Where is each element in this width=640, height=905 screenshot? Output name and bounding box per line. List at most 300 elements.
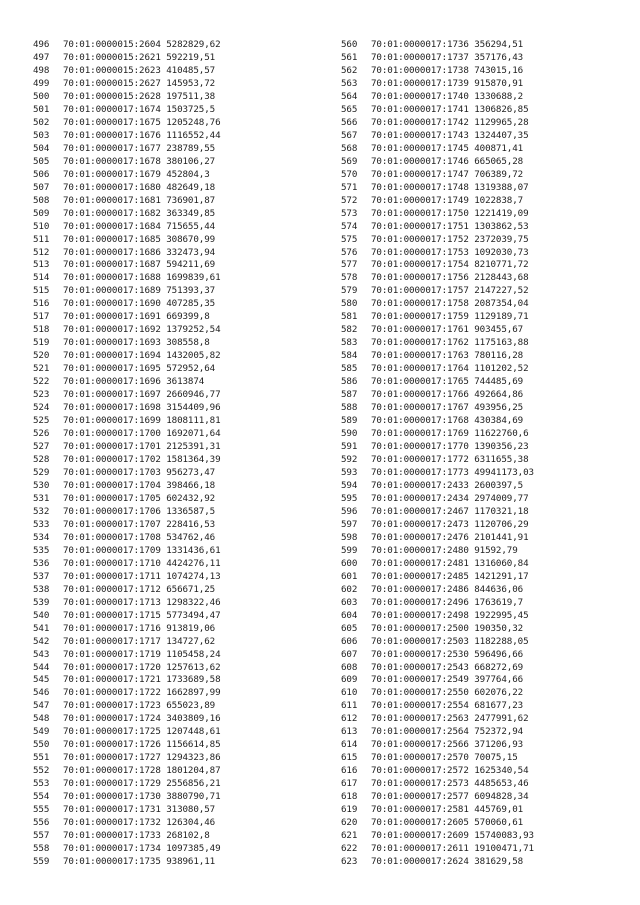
table-row <box>33 104 221 117</box>
row-number: 536 <box>33 557 50 569</box>
table-row <box>33 778 221 791</box>
cadastral-number: 70:01:0000017:2554 <box>371 700 469 712</box>
cadastral-number: 70:01:0000017:1757 <box>371 285 469 297</box>
cadastral-number: 70:01:0000017:1747 <box>371 168 469 180</box>
value-amount: 2556856,21 <box>166 778 221 790</box>
cadastral-number: 70:01:0000017:2486 <box>371 583 469 595</box>
cadastral-number: 70:01:0000017:2473 <box>371 518 469 530</box>
value-amount: 1170321,18 <box>474 505 529 517</box>
value-amount: 1330688,2 <box>474 90 524 102</box>
row-number: 623 <box>341 856 358 868</box>
value-amount: 1319388,07 <box>474 181 529 193</box>
cadastral-number: 70:01:0000017:1676 <box>63 129 161 141</box>
table-row <box>341 195 534 208</box>
row-number: 606 <box>341 635 358 647</box>
row-number: 523 <box>33 389 50 401</box>
value-amount: 493956,25 <box>474 402 524 414</box>
table-row <box>341 169 534 182</box>
table-row <box>341 298 534 311</box>
cadastral-number: 70:01:0000017:1698 <box>63 402 161 414</box>
row-number: 602 <box>341 583 358 595</box>
row-number: 579 <box>341 285 358 297</box>
table-row <box>33 337 221 350</box>
cadastral-number: 70:01:0000017:2550 <box>371 687 469 699</box>
cadastral-number: 70:01:0000017:1765 <box>371 376 469 388</box>
cadastral-number: 70:01:0000015:2604 <box>63 39 161 50</box>
value-amount: 49941173,03 <box>474 466 534 478</box>
row-number: 564 <box>341 90 358 102</box>
cadastral-number: 70:01:0000017:2572 <box>371 765 469 777</box>
table-row <box>341 713 534 726</box>
table-row <box>341 259 534 272</box>
cadastral-number: 70:01:0000017:2605 <box>371 817 469 829</box>
value-amount: 1316060,84 <box>474 557 529 569</box>
table-row <box>341 610 534 623</box>
value-amount: 445769,01 <box>474 804 524 816</box>
left-column <box>33 39 221 869</box>
row-number: 503 <box>33 129 50 141</box>
value-amount: 5773494,47 <box>166 609 221 621</box>
cadastral-number: 70:01:0000017:1753 <box>371 246 469 258</box>
cadastral-number: 70:01:0000017:2566 <box>371 739 469 751</box>
cadastral-number: 70:01:0000015:2623 <box>63 64 161 76</box>
value-amount: 1156614,85 <box>166 739 221 751</box>
value-amount: 2147227,52 <box>474 285 529 297</box>
row-number: 535 <box>33 544 50 556</box>
row-number: 548 <box>33 713 50 725</box>
row-number: 557 <box>33 830 50 842</box>
value-amount: 1298322,46 <box>166 596 221 608</box>
row-number: 577 <box>341 259 358 271</box>
row-number: 534 <box>33 531 50 543</box>
value-amount: 1129189,71 <box>474 311 529 323</box>
row-number: 516 <box>33 298 50 310</box>
row-number: 609 <box>341 674 358 686</box>
cadastral-number: 70:01:0000017:1695 <box>63 363 161 375</box>
cadastral-number: 70:01:0000017:2485 <box>371 570 469 582</box>
value-amount: 681677,23 <box>474 700 524 712</box>
row-number: 545 <box>33 674 50 686</box>
cadastral-number: 70:01:0000017:2433 <box>371 479 469 491</box>
cadastral-number: 70:01:0000017:1754 <box>371 259 469 271</box>
cadastral-number: 70:01:0000017:1772 <box>371 454 469 465</box>
cadastral-number: 70:01:0000017:2543 <box>371 661 469 673</box>
table-row <box>341 376 534 389</box>
value-amount: 1324407,35 <box>474 129 529 141</box>
row-number: 608 <box>341 661 358 673</box>
row-number: 510 <box>33 220 50 232</box>
table-row <box>341 337 534 350</box>
cadastral-number: 70:01:0000017:1734 <box>63 843 161 855</box>
cadastral-number: 70:01:0000017:1768 <box>371 415 469 427</box>
table-row <box>341 493 534 506</box>
cadastral-number: 70:01:0000017:1700 <box>63 428 161 440</box>
value-amount: 380106,27 <box>166 155 216 167</box>
cadastral-number: 70:01:0000017:1691 <box>63 311 161 323</box>
table-row <box>341 843 534 856</box>
table-row <box>341 117 534 130</box>
value-amount: 70075,15 <box>474 752 518 764</box>
table-row <box>33 156 221 169</box>
row-number: 589 <box>341 415 358 427</box>
cadastral-number: 70:01:0000017:1682 <box>63 207 161 219</box>
cadastral-number: 70:01:0000017:1727 <box>63 752 161 764</box>
value-amount: 3154409,96 <box>166 402 221 414</box>
right-column <box>341 39 534 869</box>
row-number: 562 <box>341 64 358 76</box>
cadastral-number: 70:01:0000017:1736 <box>371 39 469 50</box>
table-row <box>341 156 534 169</box>
row-number: 542 <box>33 635 50 647</box>
value-amount: 1379252,54 <box>166 324 221 336</box>
table-row <box>341 247 534 260</box>
value-amount: 410485,57 <box>166 64 216 76</box>
table-row <box>341 700 534 713</box>
row-number: 621 <box>341 830 358 842</box>
value-amount: 938961,11 <box>166 856 216 868</box>
cadastral-number: 70:01:0000017:2496 <box>371 596 469 608</box>
table-row <box>33 739 221 752</box>
row-number: 515 <box>33 285 50 297</box>
row-number: 555 <box>33 804 50 816</box>
value-amount: 3613874 <box>166 376 205 388</box>
value-amount: 8210771,72 <box>474 259 529 271</box>
value-amount: 744485,69 <box>474 376 524 388</box>
table-row <box>33 298 221 311</box>
table-row <box>341 804 534 817</box>
row-number: 525 <box>33 415 50 427</box>
value-amount: 1175163,88 <box>474 337 529 349</box>
row-number: 582 <box>341 324 358 336</box>
row-number: 588 <box>341 402 358 414</box>
cadastral-number: 70:01:0000017:2476 <box>371 531 469 543</box>
cadastral-number: 70:01:0000017:1751 <box>371 220 469 232</box>
cadastral-number: 70:01:0000015:2627 <box>63 77 161 89</box>
value-amount: 1116552,44 <box>166 129 221 141</box>
table-row <box>33 726 221 739</box>
row-number: 578 <box>341 272 358 284</box>
cadastral-number: 70:01:0000017:1748 <box>371 181 469 193</box>
table-row <box>33 39 221 52</box>
value-amount: 238789,55 <box>166 142 216 154</box>
cadastral-number: 70:01:0000017:1773 <box>371 466 469 478</box>
value-amount: 903455,67 <box>474 324 524 336</box>
table-row <box>33 285 221 298</box>
cadastral-number: 70:01:0000017:1692 <box>63 324 161 336</box>
table-row <box>341 234 534 247</box>
table-row <box>33 52 221 65</box>
value-amount: 2477991,62 <box>474 713 529 725</box>
value-amount: 308558,8 <box>166 337 210 349</box>
cadastral-number: 70:01:0000017:1719 <box>63 648 161 660</box>
table-row <box>33 713 221 726</box>
value-amount: 1421291,17 <box>474 570 529 582</box>
cadastral-number: 70:01:0000017:1759 <box>371 311 469 323</box>
row-number: 565 <box>341 103 358 115</box>
row-number: 567 <box>341 129 358 141</box>
row-number: 605 <box>341 622 358 634</box>
row-number: 540 <box>33 609 50 621</box>
cadastral-number: 70:01:0000017:1738 <box>371 64 469 76</box>
value-amount: 91592,79 <box>474 544 518 556</box>
row-number: 571 <box>341 181 358 193</box>
cadastral-number: 70:01:0000017:1686 <box>63 246 161 258</box>
table-row <box>341 130 534 143</box>
row-number: 524 <box>33 402 50 414</box>
cadastral-number: 70:01:0000017:1746 <box>371 155 469 167</box>
cadastral-number: 70:01:0000017:1704 <box>63 479 161 491</box>
table-row <box>341 78 534 91</box>
value-amount: 4485653,46 <box>474 778 529 790</box>
row-number: 514 <box>33 272 50 284</box>
row-number: 506 <box>33 168 50 180</box>
cadastral-number: 70:01:0000017:1763 <box>371 350 469 362</box>
value-amount: 1763619,7 <box>474 596 524 608</box>
value-amount: 844636,06 <box>474 583 524 595</box>
table-row <box>33 454 221 467</box>
value-amount: 956273,47 <box>166 466 216 478</box>
value-amount: 4424276,11 <box>166 557 221 569</box>
value-amount: 1692071,64 <box>166 428 221 440</box>
row-number: 541 <box>33 622 50 634</box>
cadastral-number: 70:01:0000017:1712 <box>63 583 161 595</box>
row-number: 600 <box>341 557 358 569</box>
cadastral-number: 70:01:0000017:1758 <box>371 298 469 310</box>
cadastral-number: 70:01:0000017:1721 <box>63 674 161 686</box>
row-number: 614 <box>341 739 358 751</box>
row-number: 595 <box>341 492 358 504</box>
table-row <box>341 765 534 778</box>
table-row <box>33 532 221 545</box>
table-row <box>33 78 221 91</box>
row-number: 622 <box>341 843 358 855</box>
value-amount: 134727,62 <box>166 635 216 647</box>
row-number: 618 <box>341 791 358 803</box>
cadastral-number: 70:01:0000017:1702 <box>63 454 161 465</box>
value-amount: 706389,72 <box>474 168 524 180</box>
row-number: 572 <box>341 194 358 206</box>
row-number: 543 <box>33 648 50 660</box>
cadastral-number: 70:01:0000017:1729 <box>63 778 161 790</box>
table-row <box>33 856 221 869</box>
cadastral-number: 70:01:0000017:1725 <box>63 726 161 738</box>
row-number: 581 <box>341 311 358 323</box>
cadastral-number: 70:01:0000017:1722 <box>63 687 161 699</box>
table-row <box>341 39 534 52</box>
value-amount: 126304,46 <box>166 817 216 829</box>
row-number: 590 <box>341 428 358 440</box>
value-amount: 1733689,58 <box>166 674 221 686</box>
row-number: 593 <box>341 466 358 478</box>
table-row <box>33 791 221 804</box>
cadastral-number: 70:01:0000017:1703 <box>63 466 161 478</box>
value-amount: 482649,18 <box>166 181 216 193</box>
table-row <box>341 558 534 571</box>
cadastral-number: 70:01:0000017:2563 <box>371 713 469 725</box>
cadastral-number: 70:01:0000017:1762 <box>371 337 469 349</box>
value-amount: 332473,94 <box>166 246 216 258</box>
row-number: 556 <box>33 817 50 829</box>
value-amount: 1257613,62 <box>166 661 221 673</box>
table-row <box>33 182 221 195</box>
row-number: 575 <box>341 233 358 245</box>
cadastral-number: 70:01:0000017:1752 <box>371 233 469 245</box>
table-row <box>33 259 221 272</box>
value-amount: 1294323,86 <box>166 752 221 764</box>
cadastral-number: 70:01:0000017:2503 <box>371 635 469 647</box>
table-row <box>341 752 534 765</box>
table-row <box>33 804 221 817</box>
cadastral-number: 70:01:0000017:2564 <box>371 726 469 738</box>
table-row <box>33 571 221 584</box>
value-amount: 736901,87 <box>166 194 216 206</box>
value-amount: 913819,06 <box>166 622 216 634</box>
cadastral-number: 70:01:0000017:1709 <box>63 544 161 556</box>
value-amount: 228416,53 <box>166 518 216 530</box>
value-amount: 268102,8 <box>166 830 210 842</box>
cadastral-number: 70:01:0000017:2467 <box>371 505 469 517</box>
value-amount: 398466,18 <box>166 479 216 491</box>
value-amount: 780116,28 <box>474 350 524 362</box>
value-amount: 19100471,71 <box>474 843 534 855</box>
table-row <box>33 467 221 480</box>
value-amount: 915870,91 <box>474 77 524 89</box>
table-row <box>33 208 221 221</box>
value-amount: 313080,57 <box>166 804 216 816</box>
cadastral-number: 70:01:0000017:1705 <box>63 492 161 504</box>
table-row <box>341 791 534 804</box>
value-amount: 5282829,62 <box>166 39 221 50</box>
row-number: 586 <box>341 376 358 388</box>
row-number: 569 <box>341 155 358 167</box>
value-amount: 2087354,04 <box>474 298 529 310</box>
cadastral-number: 70:01:0000017:1706 <box>63 505 161 517</box>
value-amount: 602432,92 <box>166 492 216 504</box>
value-amount: 2125391,31 <box>166 441 221 453</box>
cadastral-number: 70:01:0000015:2628 <box>63 90 161 102</box>
table-row <box>341 649 534 662</box>
row-number: 620 <box>341 817 358 829</box>
table-row <box>33 272 221 285</box>
table-row <box>341 221 534 234</box>
row-number: 499 <box>33 77 50 89</box>
row-number: 580 <box>341 298 358 310</box>
value-amount: 656671,25 <box>166 583 216 595</box>
row-number: 616 <box>341 765 358 777</box>
cadastral-number: 70:01:0000017:1749 <box>371 194 469 206</box>
row-number: 517 <box>33 311 50 323</box>
table-row <box>341 856 534 869</box>
table-row <box>341 636 534 649</box>
row-number: 502 <box>33 116 50 128</box>
table-row <box>33 649 221 662</box>
value-amount: 400871,41 <box>474 142 524 154</box>
table-row <box>341 687 534 700</box>
table-row <box>33 195 221 208</box>
value-amount: 3880790,71 <box>166 791 221 803</box>
value-amount: 11622760,6 <box>474 428 529 440</box>
row-number: 547 <box>33 700 50 712</box>
row-number: 568 <box>341 142 358 154</box>
table-row <box>33 558 221 571</box>
table-row <box>33 415 221 428</box>
cadastral-number: 70:01:0000017:1730 <box>63 791 161 803</box>
value-amount: 308670,99 <box>166 233 216 245</box>
value-amount: 1221419,09 <box>474 207 529 219</box>
row-number: 563 <box>341 77 358 89</box>
value-amount: 572952,64 <box>166 363 216 375</box>
value-amount: 3403809,16 <box>166 713 221 725</box>
value-amount: 1808111,81 <box>166 415 221 427</box>
value-amount: 1625340,54 <box>474 765 529 777</box>
value-amount: 1022838,7 <box>474 194 524 206</box>
cadastral-number: 70:01:0000017:1699 <box>63 415 161 427</box>
table-row <box>341 143 534 156</box>
row-number: 505 <box>33 155 50 167</box>
row-number: 500 <box>33 90 50 102</box>
row-number: 537 <box>33 570 50 582</box>
row-number: 617 <box>341 778 358 790</box>
cadastral-number: 70:01:0000017:1710 <box>63 557 161 569</box>
value-amount: 570060,61 <box>474 817 524 829</box>
table-row <box>341 428 534 441</box>
table-row <box>341 817 534 830</box>
table-row <box>33 817 221 830</box>
cadastral-number: 70:01:0000017:1761 <box>371 324 469 336</box>
table-row <box>341 324 534 337</box>
table-row <box>341 545 534 558</box>
row-number: 518 <box>33 324 50 336</box>
table-row <box>33 402 221 415</box>
value-amount: 2128443,68 <box>474 272 529 284</box>
row-number: 532 <box>33 505 50 517</box>
table-row <box>33 493 221 506</box>
table-row <box>341 350 534 363</box>
row-number: 501 <box>33 103 50 115</box>
table-row <box>341 519 534 532</box>
cadastral-number: 70:01:0000017:1681 <box>63 194 161 206</box>
cadastral-number: 70:01:0000017:1731 <box>63 804 161 816</box>
value-amount: 190350,32 <box>474 622 524 634</box>
row-number: 560 <box>341 39 358 50</box>
row-number: 538 <box>33 583 50 595</box>
cadastral-number: 70:01:0000017:2577 <box>371 791 469 803</box>
table-row <box>33 324 221 337</box>
value-amount: 743015,16 <box>474 64 524 76</box>
table-row <box>341 208 534 221</box>
row-number: 529 <box>33 466 50 478</box>
cadastral-number: 70:01:0000017:2573 <box>371 778 469 790</box>
cadastral-number: 70:01:0000017:1742 <box>371 116 469 128</box>
table-row <box>33 441 221 454</box>
cadastral-number: 70:01:0000017:1711 <box>63 570 161 582</box>
table-row <box>33 765 221 778</box>
cadastral-number: 70:01:0000017:1766 <box>371 389 469 401</box>
row-number: 528 <box>33 454 50 465</box>
table-row <box>33 610 221 623</box>
row-number: 598 <box>341 531 358 543</box>
value-amount: 594211,69 <box>166 259 216 271</box>
row-number: 553 <box>33 778 50 790</box>
value-amount: 1101202,52 <box>474 363 529 375</box>
cadastral-number: 70:01:0000017:2480 <box>371 544 469 556</box>
table-row <box>341 311 534 324</box>
row-number: 544 <box>33 661 50 673</box>
row-number: 587 <box>341 389 358 401</box>
value-amount: 452804,3 <box>166 168 210 180</box>
row-number: 508 <box>33 194 50 206</box>
table-row <box>341 65 534 78</box>
